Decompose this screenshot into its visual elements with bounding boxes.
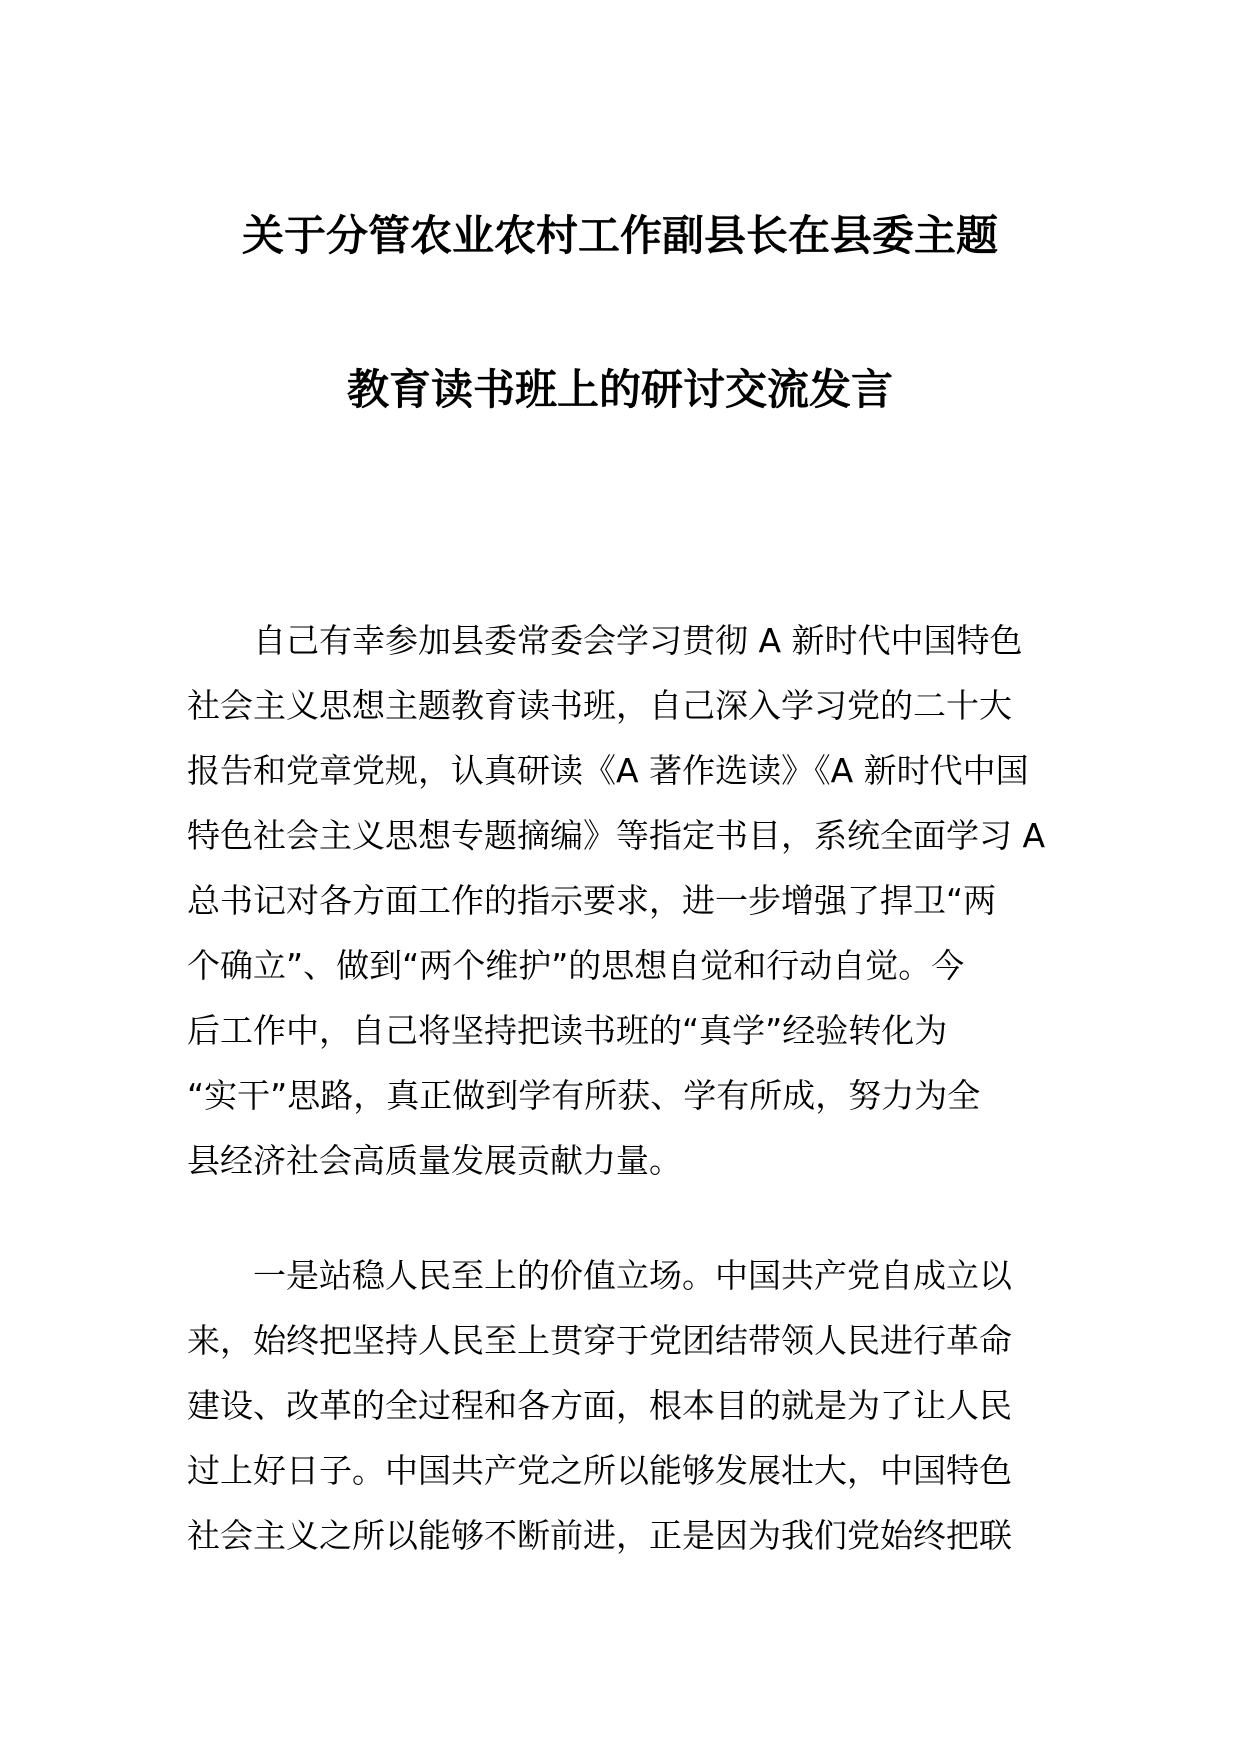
paragraph-line: 来，始终把坚持人民至上贯穿于党团结带领人民进行革命 [187,1321,1012,1360]
paragraph-line: 建设、改革的全过程和各方面，根本目的就是为了让人民 [187,1386,1012,1425]
paragraph-line: 过上好日子。中国共产党之所以能够发展壮大，中国特色 [187,1451,1012,1490]
paragraph-line: 总书记对各方面工作的指示要求，进一步增强了捍卫“两 [187,881,997,920]
paragraph-line: “实干”思路，真正做到学有所获、学有所成，努力为全 [187,1076,981,1115]
paragraph-line: 社会主义之所以能够不断前进，正是因为我们党始终把联 [187,1516,1012,1555]
document-title-line-2: 教育读书班上的研讨交流发言 [346,365,893,414]
paragraph-line: 社会主义思想主题教育读书班，自己深入学习党的二十大 [187,686,1012,725]
paragraph-intro [187,608,1055,1193]
paragraph-line: 报告和党章党规，认真研读《A 著作选读》《A 新时代中国 [187,751,1029,790]
paragraph-point-one [187,1243,1055,1568]
paragraph-line: 自己有幸参加县委常委会学习贯彻 A 新时代中国特色 [187,621,1023,660]
paragraph-line: 后工作中，自己将坚持把读书班的“真学”经验转化为 [187,1011,948,1050]
paragraph-line: 县经济社会高质量发展贡献力量。 [187,1141,682,1180]
document-title-line-1: 关于分管农业农村工作副县长在县委主题 [241,211,998,260]
paragraph-line: 特色社会主义思想专题摘编》等指定书目，系统全面学习 A [187,816,1046,855]
paragraph-line: 个确立”、做到“两个维护”的思想自觉和行动自觉。今 [187,946,965,985]
paragraph-line: 一是站稳人民至上的价值立场。中国共产党自成立以 [187,1256,1012,1295]
